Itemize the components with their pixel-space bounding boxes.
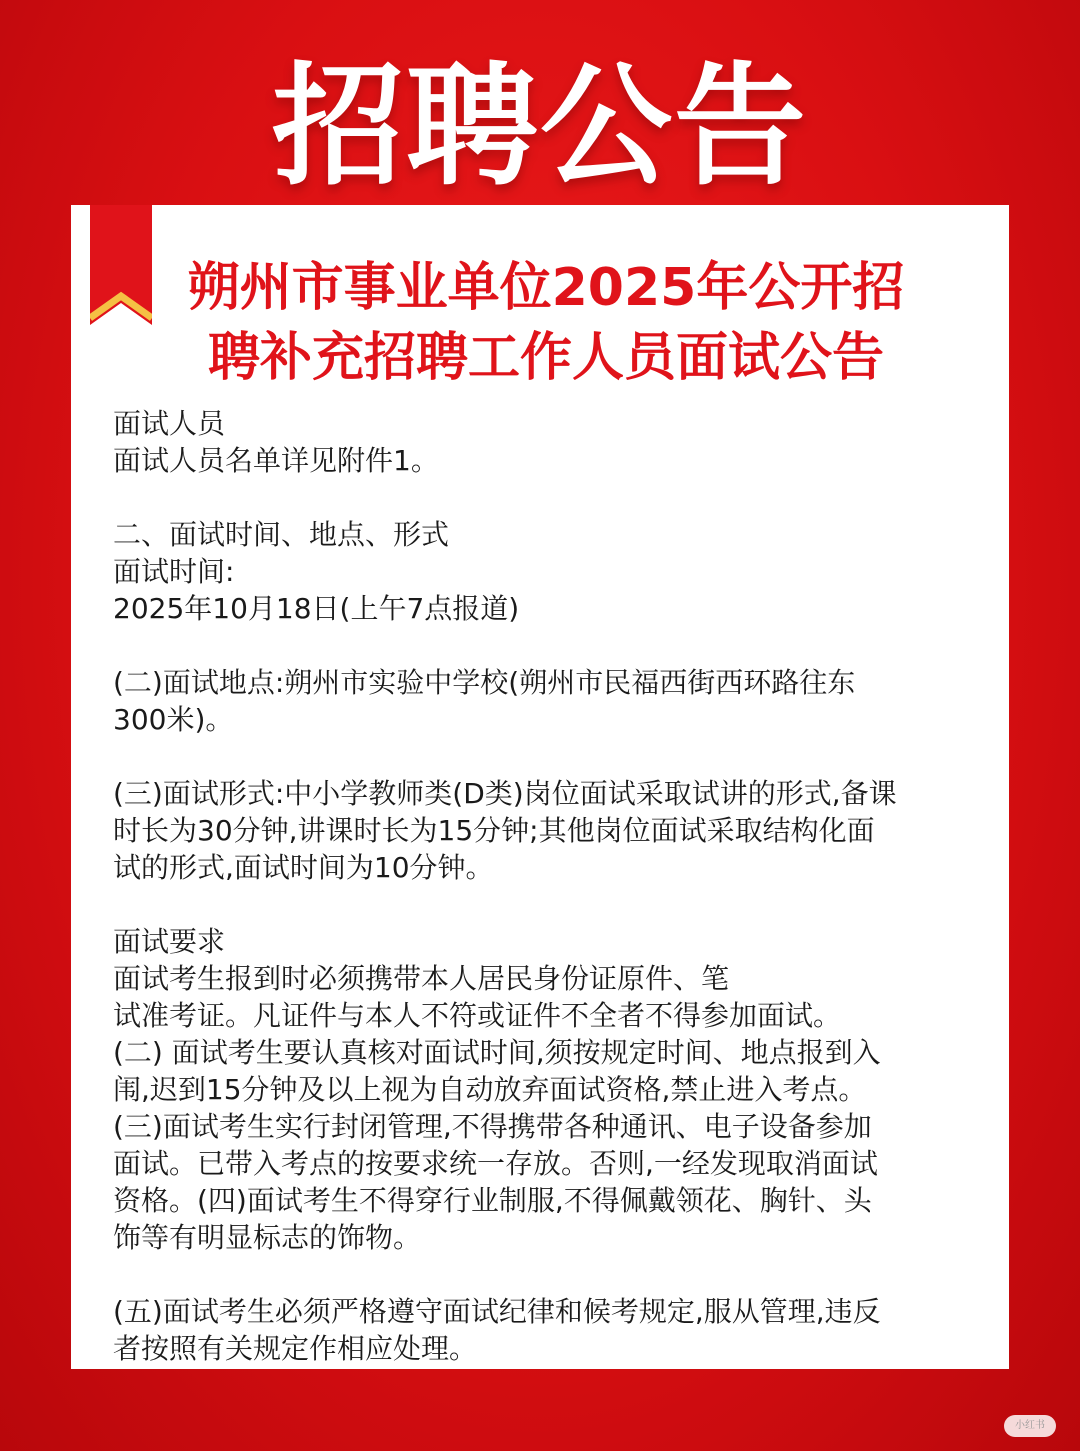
subtitle-line: 聘补充招聘工作人员面试公告 bbox=[207, 328, 884, 388]
body-line: 试的形式,面试时间为10分钟。 bbox=[113, 851, 494, 884]
body-line: 2025年10月18日(上午7点报道) bbox=[113, 592, 520, 625]
body-line: 面试时间: bbox=[113, 555, 235, 588]
body-line: 面试考生报到时必须携带本人居民身份证原件、笔 bbox=[113, 962, 730, 995]
body-line: 300米)。 bbox=[113, 703, 234, 736]
paragraph-gap bbox=[113, 627, 983, 664]
announcement-subtitle bbox=[166, 253, 926, 393]
paragraph-gap bbox=[113, 738, 983, 775]
paragraph-gap bbox=[113, 886, 983, 923]
body-line: 面试要求 bbox=[113, 925, 226, 958]
paragraph-gap bbox=[113, 479, 983, 516]
body-line: 饰等有明显标志的饰物。 bbox=[113, 1221, 422, 1254]
body-line: 资格。(四)面试考生不得穿行业制服,不得佩戴领花、胸针、头 bbox=[113, 1184, 872, 1217]
body-line: (二)面试地点:朔州市实验中学校(朔州市民福西街西环路往东 bbox=[113, 666, 856, 699]
body-line: 二、面试时间、地点、形式 bbox=[113, 518, 450, 551]
body-line: (三)面试考生实行封闭管理,不得携带各种通讯、电子设备参加 bbox=[113, 1110, 872, 1143]
body-line: (五)面试考生必须严格遵守面试纪律和候考规定,服从管理,违反 bbox=[113, 1295, 881, 1328]
announcement-card bbox=[71, 205, 1009, 1369]
subtitle-line: 朔州市事业单位2025年公开招 bbox=[187, 258, 905, 318]
body-line: 者按照有关规定作相应处理。 bbox=[113, 1332, 478, 1365]
body-line: 试准考证。凡证件与本人不符或证件不全者不得参加面试。 bbox=[113, 999, 842, 1032]
body-line: 面试人员 bbox=[113, 407, 226, 440]
paragraph-gap bbox=[113, 1256, 983, 1293]
body-line: (三)面试形式:中小学教师类(D类)岗位面试采取试讲的形式,备课 bbox=[113, 777, 897, 810]
body-line: (二) 面试考生要认真核对面试时间,须按规定时间、地点报到入 bbox=[113, 1036, 881, 1069]
body-line: 时长为30分钟,讲课时长为15分钟;其他岗位面试采取结构化面 bbox=[113, 814, 875, 847]
body-line: 面试。已带入考点的按要求统一存放。否则,一经发现取消面试 bbox=[113, 1147, 878, 1180]
body-line: 面试人员名单详见附件1。 bbox=[113, 444, 439, 477]
watermark-logo: 小红书 bbox=[1004, 1415, 1056, 1437]
bookmark-ribbon-icon bbox=[90, 205, 152, 327]
announcement-body bbox=[113, 405, 983, 1367]
page-title: 招聘公告 bbox=[272, 50, 808, 204]
body-line: 闱,迟到15分钟及以上视为自动放弃面试资格,禁止进入考点。 bbox=[113, 1073, 867, 1106]
